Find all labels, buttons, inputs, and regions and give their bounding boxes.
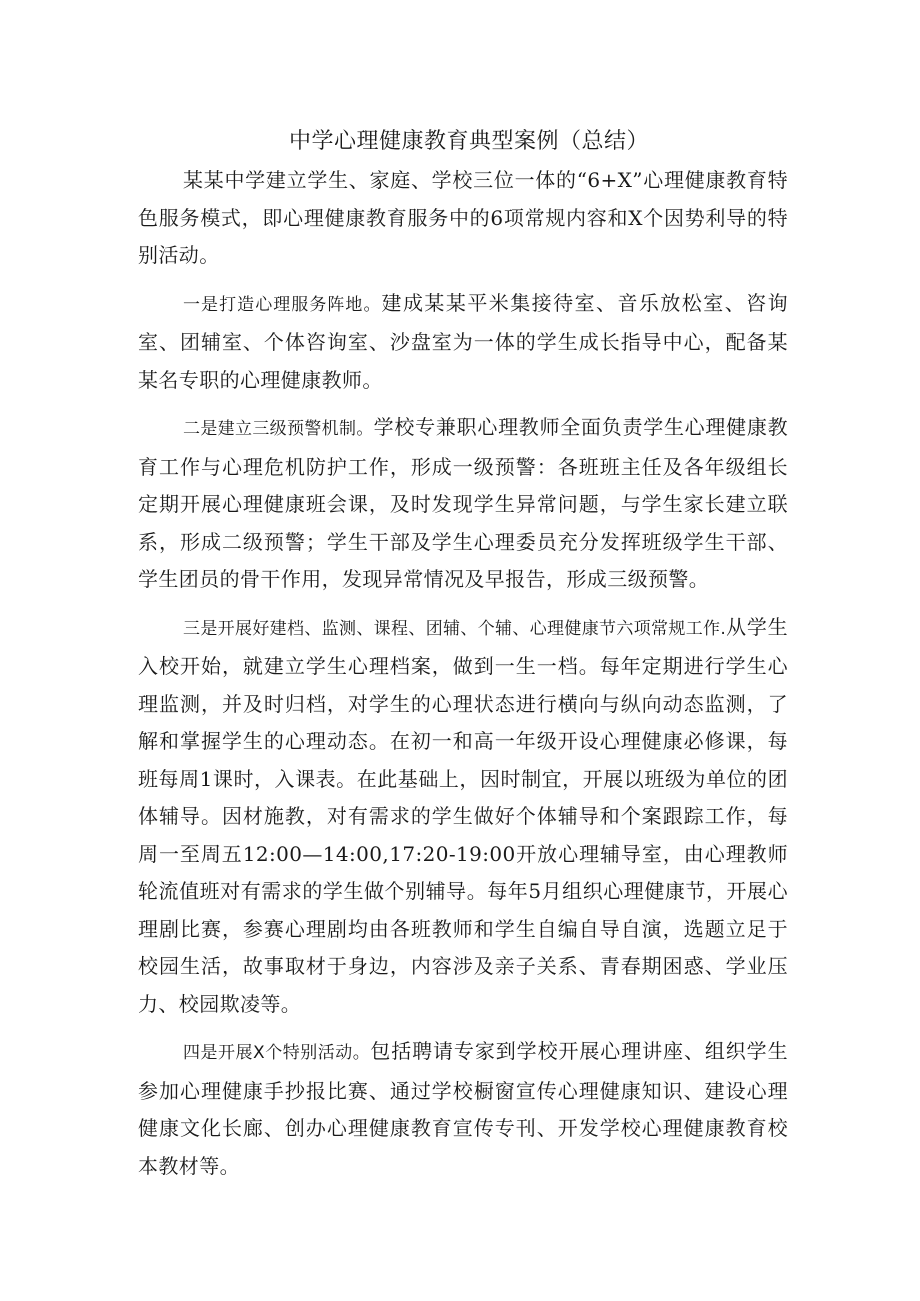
paragraph-lead: 二是建立三级预警机制。 (183, 419, 374, 439)
paragraph-routine-work (138, 609, 788, 1024)
paragraph-lead: 三是开展好建档、监测、课程、团辅、个辅、心理健康节六项常规工作. (183, 618, 726, 639)
paragraph-text: 学校专兼职心理教师全面负责学生心理健康教育工作与心理危机防护工作，形成一级预警：各班班主任及各年级组长定期开展心理健康班会课，及时发现学生异常问题，与学生家长建立联系，形成二级预警；学生干部及学生心理委员充分发挥班级学生干部、学生团员的骨干作用，发现异常情况及早报告，形成三级预警。 (138, 415, 789, 591)
paragraph-text: 从学生入校开始，就建立学生心理档案，做到一生一档。每年定期进行学生心理监测，并及时归档，对学生的心理状态进行横向与纵向动态监测，了解和掌握学生的心理动态。在初一和高一年级开设心理健康必修课，每班每周1课时，入课表。在此基础上，因时制宜，开展以班级为单位的团体辅导。因材施教，对有需求的学生做好个体辅导和个案跟踪工作，每周一至周五12:00—14:00,17:20-19:00开放心理辅导室，由心理教师轮流值班对有需求的学生做个别辅导。每年5月组织心理健康节，开展心理剧比赛，参赛心理剧均由各班教师和学生自编自导自演，选题立足于校园生活，故事取材于身边，内容涉及亲子关系、青春期困惑、学业压力、校园欺凌等。 (138, 614, 789, 1016)
document-title: 中学心理健康教育典型案例（总结） (288, 129, 649, 154)
paragraph-text: 包括聘请专家到学校开展心理讲座、组织学生参加心理健康手抄报比赛、通过学校橱窗宣传心理健康知识、建设心理健康文化长廊、创办心理健康教育宣传专刊、开发学校心理健康教育校本教材等。 (138, 1039, 788, 1178)
paragraph-warning-mechanism (138, 409, 788, 599)
document-page (138, 122, 788, 1195)
paragraph-service-base (138, 285, 788, 400)
paragraph-text: 某某中学建立学生、家庭、学校三位一体的“6+X”心理健康教育特色服务模式，即心理健康教育服务中的6项常规内容和X个因势利导的特别活动。 (138, 168, 788, 267)
paragraph-lead: 四是开展X个特别活动。 (183, 1043, 371, 1063)
paragraph-lead: 一是打造心理服务阵地。 (183, 294, 382, 315)
paragraph-special-activities (138, 1033, 788, 1185)
paragraph-intro (138, 162, 788, 275)
paragraph-text: 建成某某平米集接待室、音乐放松室、咨询室、团辅室、个体咨询室、沙盘室为一体的学生成长指导中心，配备某某名专职的心理健康教师。 (138, 290, 788, 392)
